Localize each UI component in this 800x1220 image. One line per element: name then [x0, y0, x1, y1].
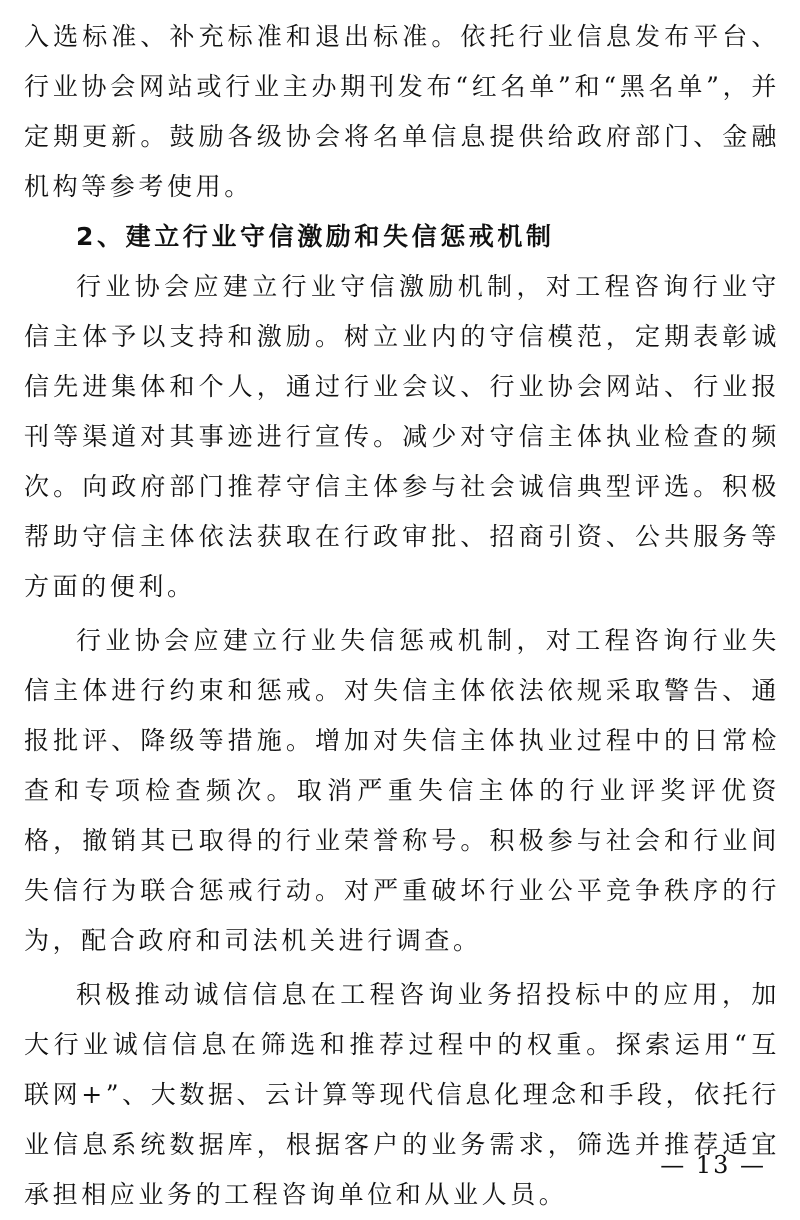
document-body	[24, 12, 780, 1220]
page-number: — 13 —	[660, 1151, 766, 1179]
paragraph-trust-incentive: 行业协会应建立行业守信激励机制，对工程咨询行业守信主体予以支持和激励。树立业内的守信模范，定期表彰诚信先进集体和个人，通过行业会议、行业协会网站、行业报刊等渠道对其事迹进行宣传。减少对守信主体执业检查的频次。向政府部门推荐守信主体参与社会诚信典型评选。积极帮助守信主体依法获取在行政审批、招商引资、公共服务等方面的便利。	[24, 272, 780, 601]
paragraph-bidding-application: 积极推动诚信信息在工程咨询业务招投标中的应用，加大行业诚信信息在筛选和推荐过程中的权重。探索运用“互联网+”、大数据、云计算等现代信息化理念和手段，依托行业信息系统数据库，根据客户的业务需求，筛选并推荐适宜承担相应业务的工程咨询单位和从业人员。	[24, 980, 780, 1209]
section-heading: 2、建立行业守信激励和失信惩戒机制	[76, 222, 555, 251]
paragraph-continuation: 入选标准、补充标准和退出标准。依托行业信息发布平台、行业协会网站或行业主办期刊发布“红名单”和“黑名单”，并定期更新。鼓励各级协会将名单信息提供给政府部门、金融机构等参考使用。	[24, 22, 780, 201]
paragraph-dishonesty-punishment: 行业协会应建立行业失信惩戒机制，对工程咨询行业失信主体进行约束和惩戒。对失信主体依法依规采取警告、通报批评、降级等措施。增加对失信主体执业过程中的日常检查和专项检查频次。取消严重失信主体的行业评奖评优资格，撤销其已取得的行业荣誉称号。积极参与社会和行业间失信行为联合惩戒行动。对严重破坏行业公平竞争秩序的行为，配合政府和司法机关进行调查。	[24, 626, 780, 955]
